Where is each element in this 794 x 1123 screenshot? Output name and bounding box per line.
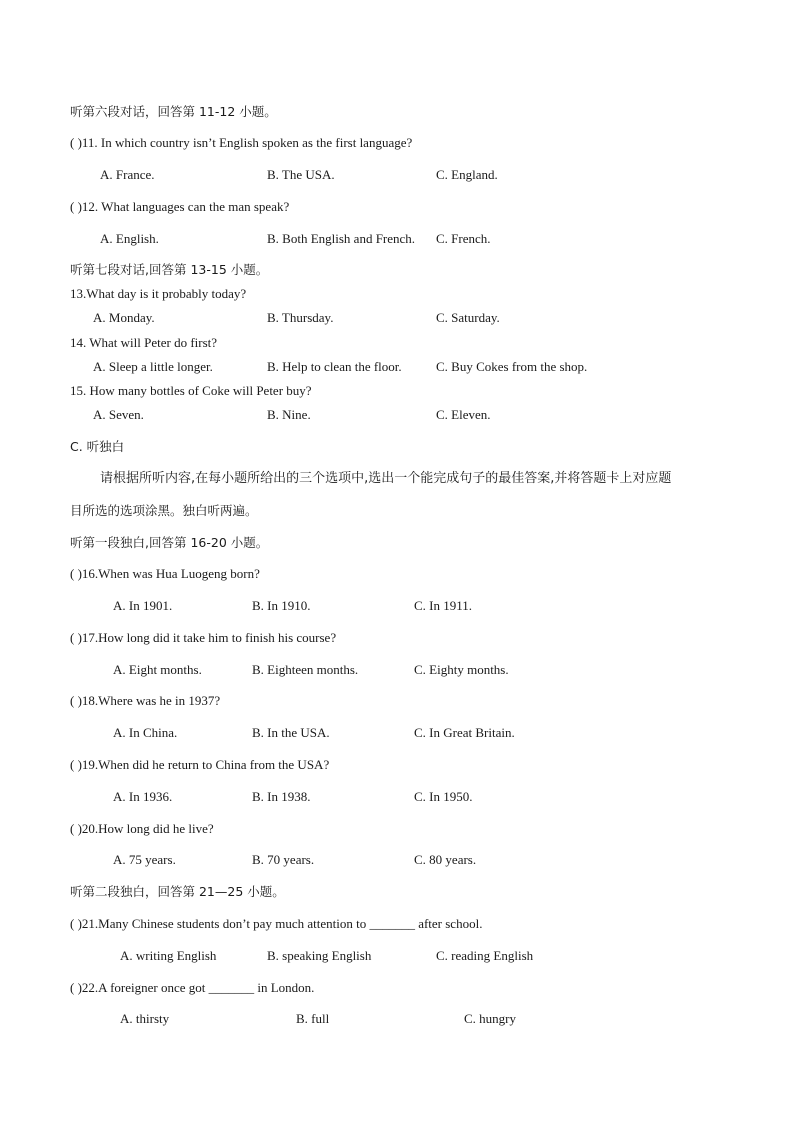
question-stem: 14. What will Peter do first? [70,335,218,350]
option-a: A. In 1901. [113,598,173,613]
option-a: A. France. [100,167,155,182]
section-heading-monologue-1: 听第一段独白,回答第 16-20 小题。 [70,535,269,550]
question-stem: ( )12. What languages can the man speak? [70,199,290,214]
option-c: C. 80 years. [414,852,477,867]
question-stem: ( )22.A foreigner once got _______ in London. [70,980,315,995]
section-heading-dialogue-6: 听第六段对话，回答第 11-12 小题。 [70,104,277,119]
section-heading-dialogue-7: 听第七段对话,回答第 13-15 小题。 [70,262,269,277]
question-stem: 13.What day is it probably today? [70,286,247,301]
option-b: B. Eighteen months. [252,662,359,677]
instructions-line-2: 目所选的选项涂黑。独白听两遍。 [70,503,258,518]
option-b: B. Help to clean the floor. [267,359,402,374]
option-b: B. Nine. [267,407,311,422]
option-b: B. Thursday. [267,310,334,325]
option-b: B. speaking English [267,948,372,963]
option-c: C. French. [436,231,491,246]
option-a: A. Monday. [93,310,155,325]
option-c: C. Buy Cokes from the shop. [436,359,588,374]
option-a: A. Eight months. [113,662,202,677]
option-c: C. reading English [436,948,534,963]
question-stem: ( )18.Where was he in 1937? [70,693,221,708]
section-heading-monologue-2: 听第二段独白，回答第 21—25 小题。 [70,884,285,899]
option-c: C. hungry [464,1011,516,1026]
question-stem: ( )11. In which country isn’t English spoken as the first language? [70,135,413,150]
option-b: B. In 1910. [252,598,311,613]
option-a: A. writing English [120,948,217,963]
question-stem: 15. How many bottles of Coke will Peter buy? [70,383,312,398]
option-c: C. Saturday. [436,310,500,325]
option-a: A. English. [100,231,159,246]
option-c: C. England. [436,167,498,182]
question-stem: ( )20.How long did he live? [70,821,214,836]
option-b: B. In the USA. [252,725,330,740]
option-a: A. 75 years. [113,852,176,867]
question-stem: ( )21.Many Chinese students don’t pay much attention to _______ after school. [70,916,483,931]
option-c: C. Eighty months. [414,662,509,677]
instructions-line-1: 请根据所听内容,在每小题所给出的三个选项中,选出一个能完成句子的最佳答案,并将答题卡上对应题 [100,471,672,486]
part-c-heading: C. 听独白 [70,439,125,454]
option-a: A. Sleep a little longer. [93,359,213,374]
option-b: B. full [296,1011,330,1026]
question-stem: ( )19.When did he return to China from the USA? [70,757,330,772]
option-c: C. In Great Britain. [414,725,515,740]
question-stem: ( )16.When was Hua Luogeng born? [70,566,260,581]
option-a: A. thirsty [120,1011,170,1026]
option-a: A. Seven. [93,407,144,422]
option-c: C. In 1911. [414,598,473,613]
option-b: B. 70 years. [252,852,315,867]
option-a: A. In China. [113,725,178,740]
option-b: B. Both English and French. [267,231,416,246]
option-b: B. The USA. [267,167,335,182]
option-a: A. In 1936. [113,789,173,804]
option-c: C. In 1950. [414,789,473,804]
option-b: B. In 1938. [252,789,311,804]
question-stem: ( )17.How long did it take him to finish his course? [70,630,337,645]
option-c: C. Eleven. [436,407,491,422]
